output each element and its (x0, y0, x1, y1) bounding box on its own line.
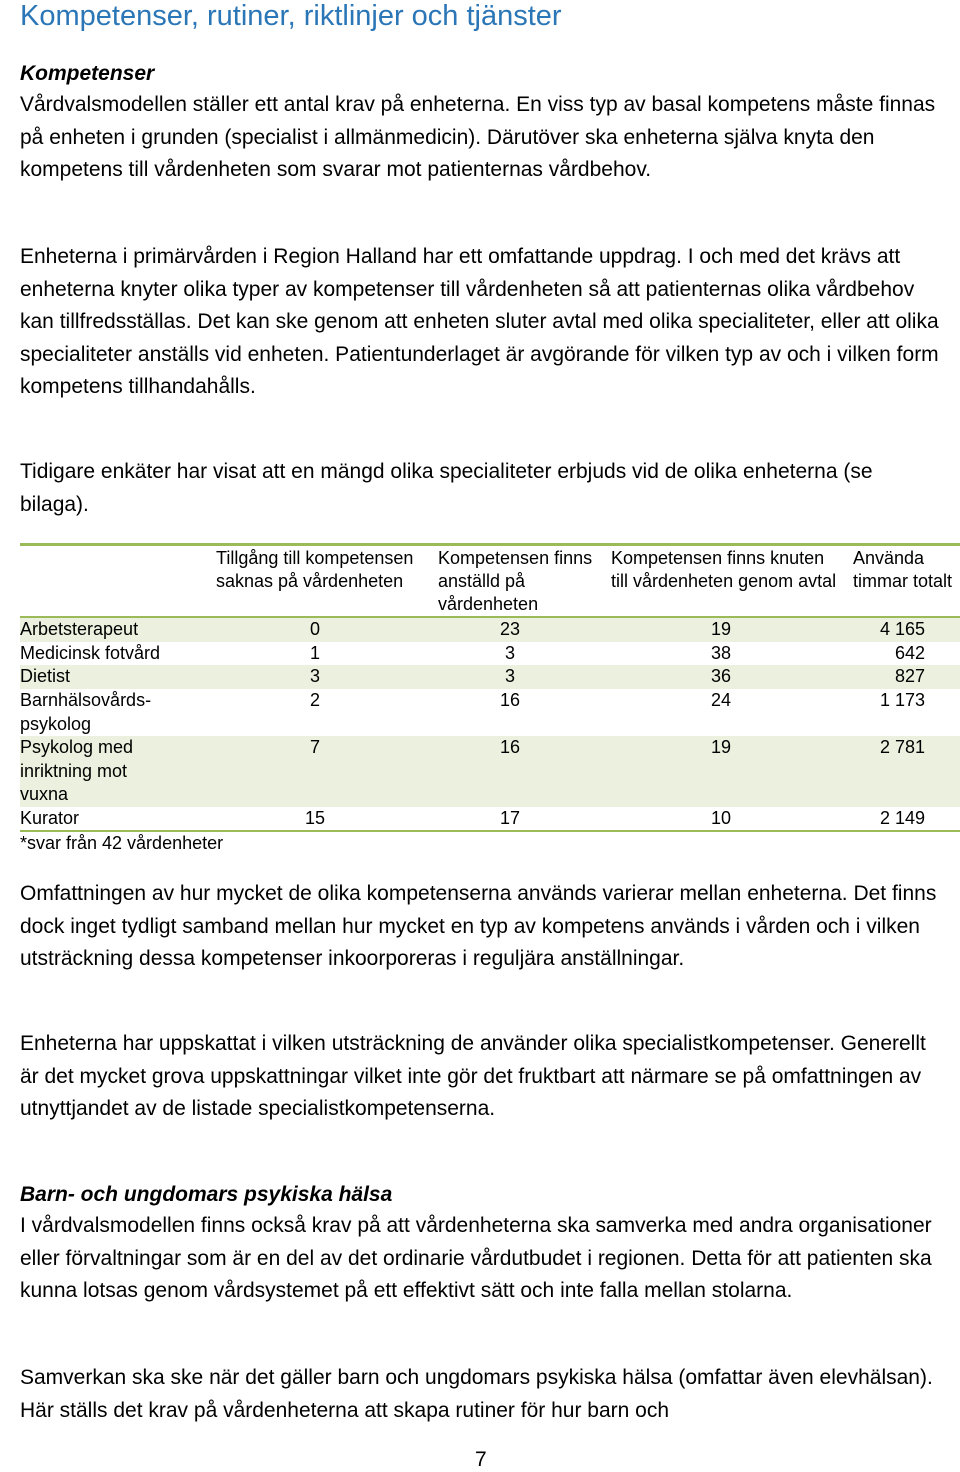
table-cell: 2 781 (879, 737, 925, 757)
table-cell: 16 (499, 737, 521, 757)
paragraph: I vårdvalsmodellen finns också krav på att vårdenheterna ska samverka med andra organisationer eller förvaltningar som är en del av det ordinarie vårdutbudet i regionen. Detta för att patienten ska kunna lotsas genom vårdsystemet på ett effektivt sätt och inte falla mellan stolarna. (20, 1214, 932, 1302)
table-cell: 19 (710, 737, 732, 757)
row-label: Psykolog med inriktning mot vuxna (20, 737, 134, 804)
table-cell: 1 (309, 643, 320, 663)
column-header: Tillgång till kompetensen saknas på vårdenheten (216, 548, 414, 591)
table-row (20, 665, 960, 689)
paragraph: Enheterna har uppskattat i vilken utsträckning de använder olika specialistkompetenser. Generellt är det mycket grova uppskattningar vilket inte gör det fruktbart att närmare se på omfattningen av utnyttjandet av de listade specialistkompetenserna. (20, 1032, 926, 1120)
table-footnote: *svar från 42 vårdenheter (20, 833, 224, 853)
table-cell: 4 165 (879, 619, 925, 639)
column-header: Använda timmar totalt (853, 548, 953, 591)
row-label: Arbetsterapeut (20, 619, 139, 639)
table-row (20, 642, 960, 665)
table-cell: 2 149 (879, 808, 925, 828)
table-cell: 36 (710, 666, 732, 686)
row-label: Dietist (20, 666, 71, 686)
table-cell: 17 (499, 808, 521, 828)
row-label: Kurator (20, 808, 80, 828)
section-heading-kompetenser: Kompetenser (20, 62, 155, 85)
table-rule (20, 543, 960, 546)
table-cell: 16 (499, 690, 521, 710)
table-cell: 24 (710, 690, 732, 710)
paragraph: Vårdvalsmodellen ställer ett antal krav på enheterna. En viss typ av basal kompetens måste finnas på enheten i grunden (specialist i allmänmedicin). Därutöver ska enheterna själva knyta den kompetens till vårdenheten som svarar mot patienternas vårdbehov. (20, 93, 936, 181)
table-cell: 10 (710, 808, 732, 828)
paragraph: Samverkan ska ske när det gäller barn och ungdomars psykiska hälsa (omfattar även elevhälsan). Här ställs det krav på vårdenheterna att skapa rutiner för hur barn och (20, 1366, 933, 1422)
table-cell: 3 (504, 666, 515, 686)
table-cell: 3 (309, 666, 320, 686)
table-cell: 642 (894, 643, 925, 663)
table-cell: 23 (499, 619, 521, 639)
column-header: Kompetensen finns anställd på vårdenheten (438, 548, 593, 614)
table-cell: 7 (309, 737, 320, 757)
paragraph: Tidigare enkäter har visat att en mängd olika specialiteter erbjuds vid de olika enheterna (se bilaga). (20, 460, 873, 516)
page-number: 7 (475, 1448, 487, 1471)
table-cell: 15 (304, 808, 326, 828)
page-title: Kompetenser, rutiner, riktlinjer och tjänster (20, 0, 562, 32)
table-cell: 38 (710, 643, 732, 663)
table-cell: 827 (894, 666, 925, 686)
row-label: Barnhälsovårds-psykolog (20, 690, 152, 734)
table-row (20, 689, 960, 736)
table-row (20, 736, 960, 807)
table-row (20, 618, 960, 642)
section-heading-barn-ungdom: Barn- och ungdomars psykiska hälsa (20, 1183, 393, 1206)
paragraph: Omfattningen av hur mycket de olika kompetenserna används varierar mellan enheterna. Det finns dock inget tydligt samband mellan hur mycket en typ av kompetens används i vården och i vilken utsträckning dessa kompetenser inkoorporeras i reguljära anställningar. (20, 882, 937, 970)
table-cell: 3 (504, 643, 515, 663)
paragraph: Enheterna i primärvården i Region Halland har ett omfattande uppdrag. I och med det krävs att enheterna knyter olika typer av kompetenser till vårdenheten så att patienternas olika vårdbehov kan tillfredsställas. Det kan ske genom att enheten sluter avtal med olika specialiteter, eller att olika specialiteter anställs vid enheten. Patientunderlaget är avgörande för vilken typ av och i vilken form kompetens tillhandahålls. (20, 245, 939, 398)
table-cell: 19 (710, 619, 732, 639)
table-cell: 0 (309, 619, 320, 639)
row-label: Medicinsk fotvård (20, 643, 161, 663)
table-cell: 2 (309, 690, 320, 710)
column-header: Kompetensen finns knuten till vårdenheten genom avtal (611, 548, 837, 591)
table-row (20, 807, 960, 830)
table-cell: 1 173 (879, 690, 925, 710)
